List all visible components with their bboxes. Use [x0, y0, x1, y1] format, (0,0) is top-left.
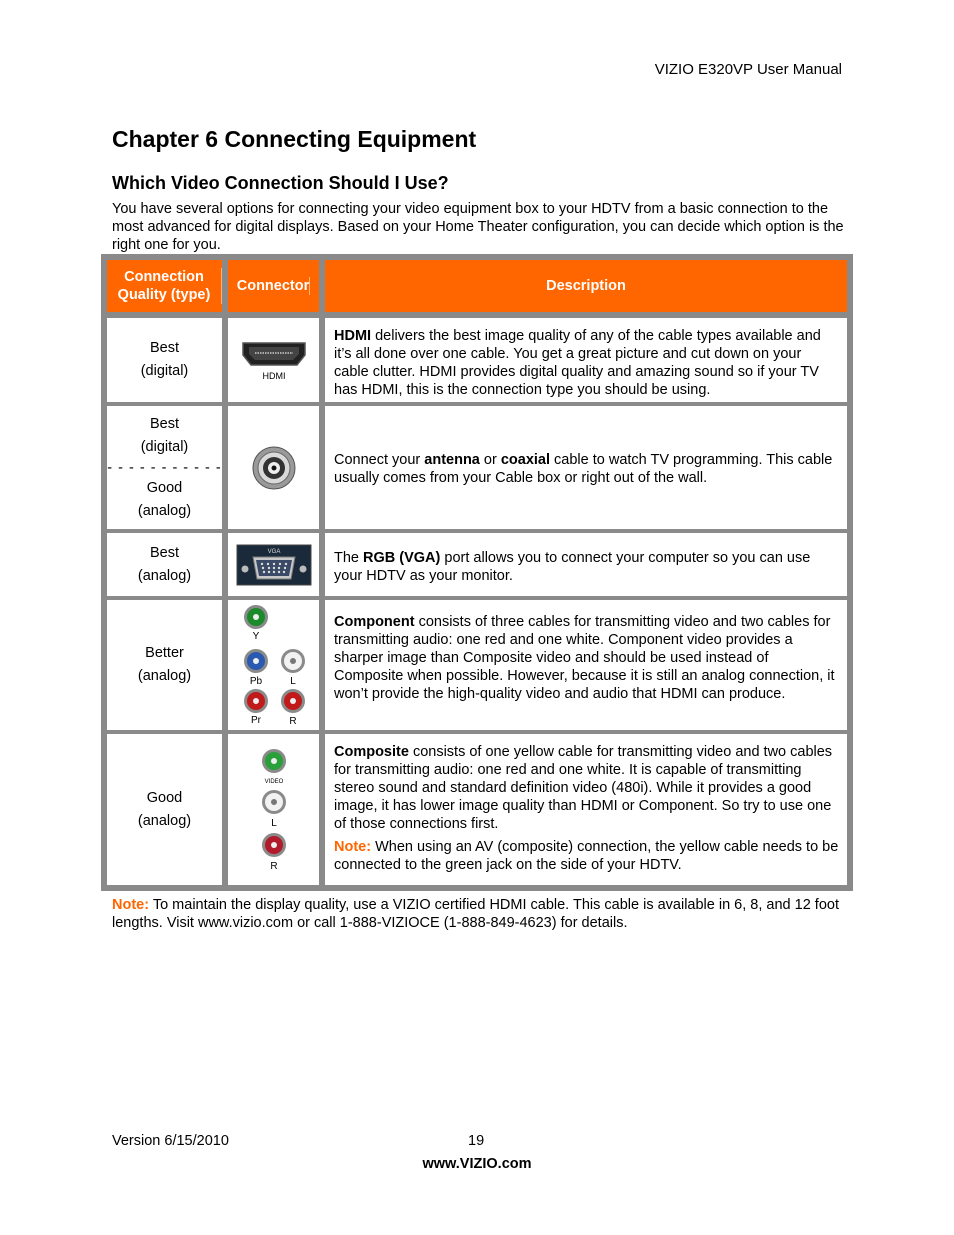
jack-label: Pb: [249, 676, 262, 687]
desc-bold: Composite: [334, 744, 409, 760]
row-composite-connector: [228, 734, 319, 885]
row-component-description: [325, 600, 847, 730]
quality-line: (digital): [140, 438, 189, 455]
row-component-quality: [107, 600, 222, 730]
quality-separator: - - - - - - - - - - -: [107, 459, 222, 476]
quality-line: (digital): [140, 363, 189, 379]
header-description: Description: [325, 260, 847, 312]
header-quality-label: Connection Quality (type): [107, 268, 222, 304]
description-text: [334, 327, 839, 399]
jack-label: R: [288, 716, 297, 727]
jack-l: [281, 649, 305, 673]
footnote-label: Note:: [112, 897, 150, 913]
quality-line: (analog): [137, 502, 192, 519]
desc-bold: Component: [334, 614, 415, 630]
jack-y: [244, 605, 268, 629]
vga-port-label: VGA: [267, 548, 280, 555]
hdmi-port-icon: [239, 337, 309, 383]
vga-port-icon: [236, 544, 312, 586]
note-label: Note:: [334, 839, 372, 855]
row-hdmi-connector: [228, 318, 319, 402]
desc-bold-antenna: antenna: [424, 451, 480, 468]
jack-label: R: [269, 860, 278, 872]
header-connector-label: Connector: [236, 278, 310, 294]
jack-pb: [244, 649, 268, 673]
desc-mid: or: [479, 451, 501, 468]
chapter-title: Chapter 6 Connecting Equipment: [112, 126, 477, 152]
jack-video: [262, 749, 286, 773]
quality-line: Better: [145, 645, 184, 661]
section-title: Which Video Connection Should I Use?: [112, 173, 449, 193]
quality-line: Best: [149, 415, 179, 432]
quality-line: (analog): [137, 567, 192, 584]
desc-bold: HDMI: [334, 327, 372, 344]
description-text: [334, 451, 839, 487]
composite-note: [334, 838, 839, 874]
component-jacks-icon: [238, 602, 310, 728]
row-component-connector: [228, 600, 319, 730]
jack-pr: [244, 689, 268, 713]
description-text: [334, 613, 839, 703]
footer-version: Version 6/15/2010: [112, 1133, 229, 1149]
desc-post: cable to watch TV programming. This cable usually comes from your Cable box or right out of the wall.: [334, 451, 833, 486]
quality-line: (analog): [137, 812, 192, 829]
jack-label: Y: [252, 631, 259, 642]
jack-r: [281, 689, 305, 713]
intro-paragraph: You have several options for connecting your video equipment box to your HDTV from a basic connection to the most advanced for digital displays. Based on your Home Theater configuration, you can decide which option is the right one for you.: [112, 201, 844, 253]
note-text: When using an AV (composite) connection, the yellow cable needs to be connected to the green jack on the side of your HDTV.: [334, 839, 839, 873]
desc-post: port allows you to connect your computer so you can use your HDTV as your monitor.: [334, 550, 811, 584]
jack-label: L: [270, 817, 277, 829]
row-composite-quality: [107, 734, 222, 885]
footer-url: www.VIZIO.com: [422, 1156, 532, 1172]
desc-bold: RGB (VGA): [363, 550, 441, 566]
row-vga-connector: [228, 533, 319, 596]
footer-page-number: 19: [468, 1133, 485, 1149]
jack-label: Pr: [250, 715, 261, 726]
row-coax-description: [325, 406, 847, 529]
row-vga-description: [325, 533, 847, 596]
quality-line: Best: [149, 340, 179, 356]
jack-l: [262, 790, 286, 814]
quality-line: Best: [149, 544, 179, 561]
hdmi-port-label: HDMI: [262, 371, 285, 381]
desc-body: consists of three cables for transmitting video and two cables for transmitting audio: one red and one white. Component video provides a sharper image than Composite video and should be used instead of Composite when possible. However, because it is still an analog connection, it won’t provide the high-quality video and audio that HDMI can produce.: [334, 614, 835, 702]
desc-pre: The: [334, 550, 364, 566]
quality-line: (analog): [137, 668, 192, 684]
row-hdmi-description: [325, 318, 847, 402]
manual-title: VIZIO E320VP User Manual: [654, 61, 842, 78]
description-text: [334, 743, 839, 833]
jack-label: L: [289, 676, 296, 687]
description-text: [334, 549, 839, 585]
header-connector: [228, 260, 319, 312]
desc-bold-coaxial: coaxial: [500, 451, 550, 468]
row-hdmi-quality: [107, 318, 222, 402]
desc-pre: Connect your: [334, 451, 425, 468]
jack-label: VIDEO: [264, 778, 283, 785]
desc-body: delivers the best image quality of any of the cable types available and it’s all done over one cable. You get a great picture and cut down on your cable clutter. HDMI provides digital quality and amazing sound so if your TV has HDMI, this is the connection type you should be using.: [334, 327, 821, 398]
row-coax-connector: [228, 406, 319, 529]
quality-line: Good: [146, 479, 183, 496]
desc-body: consists of one yellow cable for transmitting video and two cables for transmitting audio: one red and one white. It is capable of transmitting stereo sound and standard definition video (480i). While it provides a good image, it has lower image quality than HDMI or Component. So try to use one of those connections first.: [334, 744, 833, 832]
jack-r: [262, 833, 286, 857]
coaxial-port-icon: [251, 443, 297, 493]
connection-table: [101, 254, 853, 891]
row-coax-quality: [107, 406, 222, 529]
header-quality: [107, 260, 222, 312]
row-composite-description: [325, 734, 847, 885]
footnote-text: To maintain the display quality, use a VIZIO certified HDMI cable. This cable is available in 6, 8, and 12 foot lengths. Visit www.vizio.com or call 1-888-VIZIOCE (1-888-849-4623) for details.: [112, 897, 839, 931]
quality-line: Good: [146, 789, 183, 806]
footnote: [112, 896, 852, 932]
row-vga-quality: [107, 533, 222, 596]
composite-jacks-icon: [254, 747, 294, 873]
